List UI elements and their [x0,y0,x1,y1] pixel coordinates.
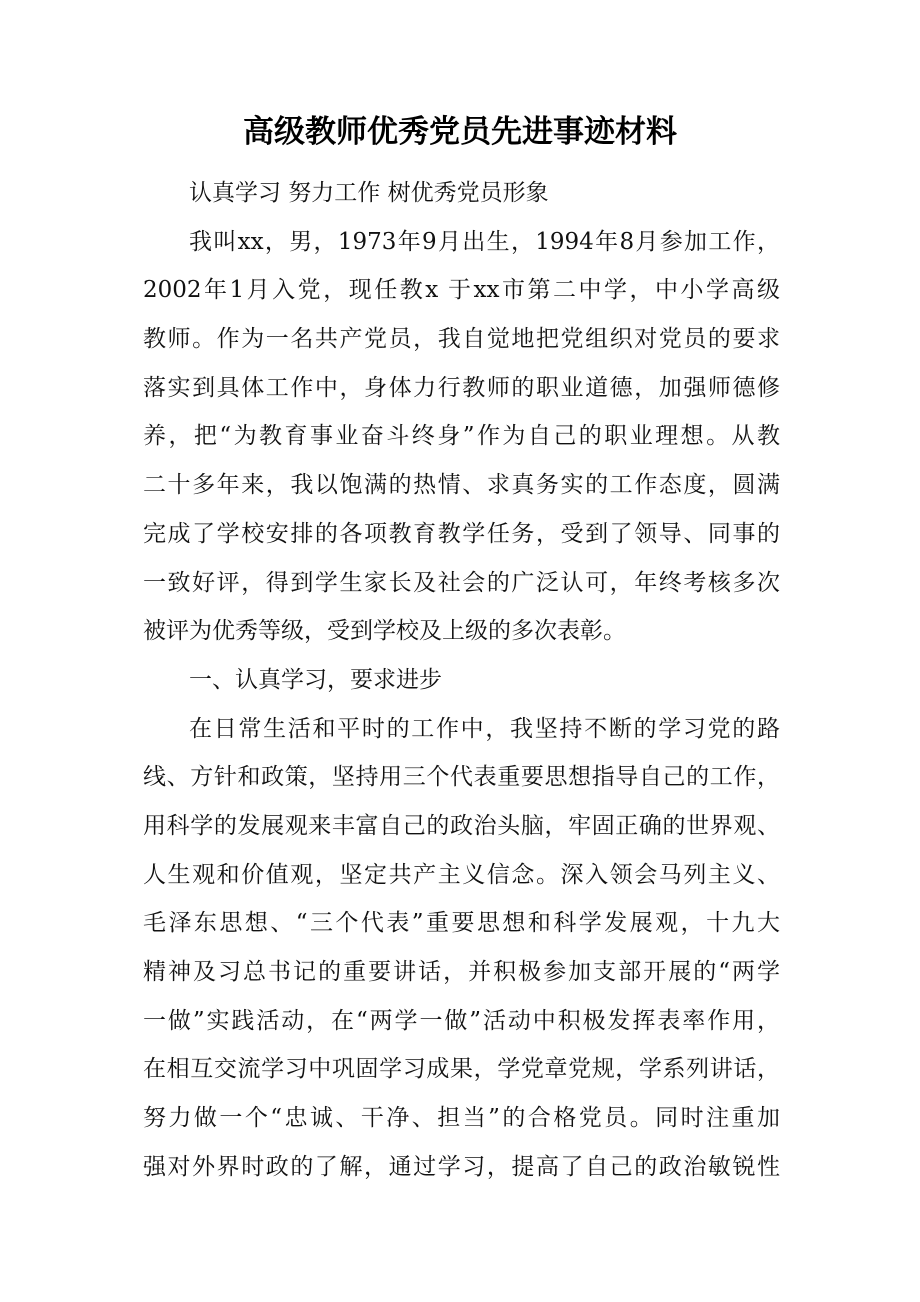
paragraph-line: 努力做一个“忠诚、干净、担当”的合格党员。同时注重加 [143,1105,780,1132]
paragraph-line: 我叫xx，男，1973年9月出生，1994年8月参加工作， [189,228,780,255]
paragraph-line: 二十多年来，我以饱满的热情、求真务实的工作态度，圆满 [143,472,780,499]
paragraph-line: 2002年1月入党，现任教x 于xx市第二中学，中小学高级 [143,277,780,304]
paragraph-line: 一做”实践活动，在“两学一做”活动中积极发挥表率作用， [143,1007,780,1034]
document-title: 高级教师优秀党员先进事迹材料 [243,114,677,150]
paragraph-line: 强对外界时政的了解，通过学习，提高了自己的政治敏锐性 [143,1153,780,1180]
paragraph-line: 毛泽东思想、“三个代表”重要思想和科学发展观，十九大 [143,910,780,937]
paragraph-line: 养，把“为教育事业奋斗终身”作为自己的职业理想。从教 [143,423,780,450]
paragraph-line: 被评为优秀等级，受到学校及上级的多次表彰。 [143,618,626,645]
paragraph-line: 一致好评，得到学生家长及社会的广泛认可，年终考核多次 [143,569,780,596]
paragraph-line: 精神及习总书记的重要讲话，并积极参加支部开展的“两学 [143,959,780,985]
document-body [143,169,780,1191]
paragraph-line: 落实到具体工作中，身体力行教师的职业道德，加强师德修 [143,374,780,401]
paragraph-introduction [143,218,780,656]
paragraph-line: 教师。作为一名共产党员，我自觉地把党组织对党员的要求 [143,326,780,353]
section-heading: 一、认真学习，要求进步 [189,666,442,693]
section-heading-paragraph [143,656,780,705]
paragraph-line: 在相互交流学习中巩固学习成果，学党章党规，学系列讲话， [143,1056,780,1083]
paragraph-line: 人生观和价值观，坚定共产主义信念。深入领会马列主义、 [143,861,780,888]
paragraph-study [143,705,780,1192]
paragraph-line: 用科学的发展观来丰富自己的政治头脑，牢固正确的世界观、 [143,812,780,839]
subtitle-line: 认真学习 努力工作 树优秀党员形象 [189,180,549,206]
paragraph-line: 线、方针和政策，坚持用三个代表重要思想指导自己的工作， [143,764,780,791]
paragraph-line: 完成了学校安排的各项教育教学任务，受到了领导、同事的 [143,520,780,547]
paragraph-line: 在日常生活和平时的工作中，我坚持不断的学习党的路 [189,715,780,742]
subtitle-paragraph [143,169,780,218]
